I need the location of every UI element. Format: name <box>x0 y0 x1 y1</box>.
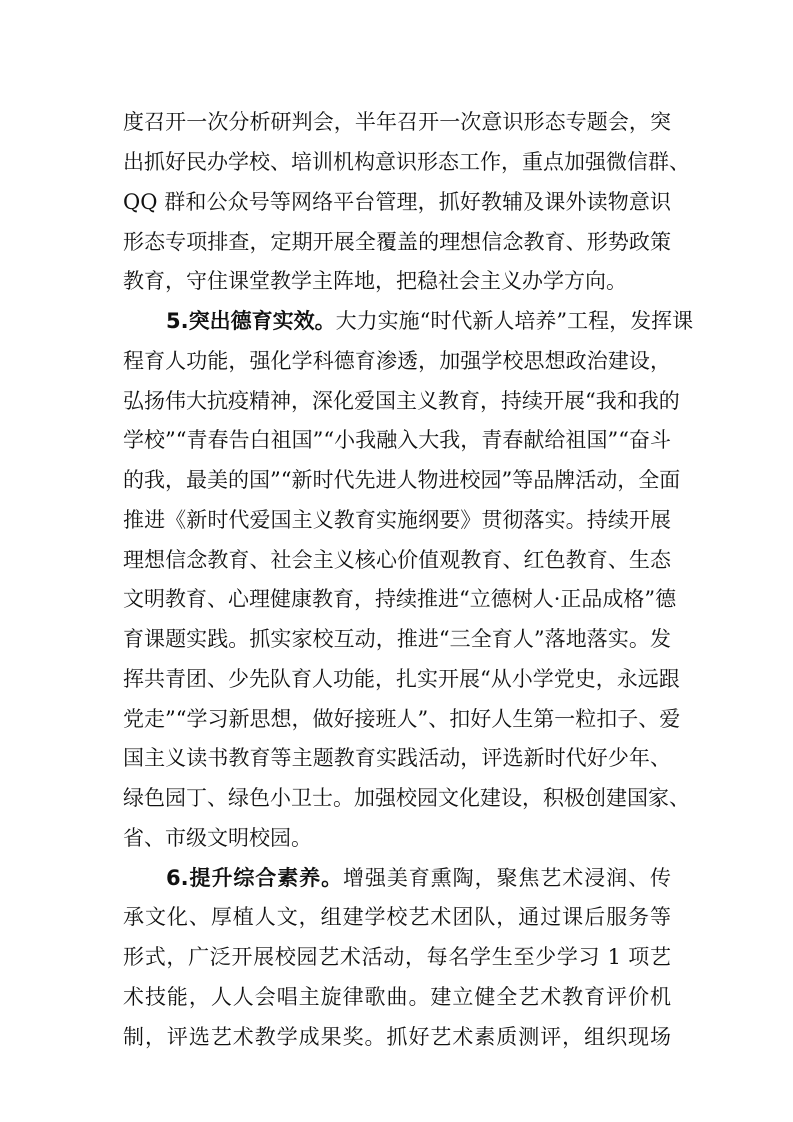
text-line: 弘扬伟大抗疫精神，深化爱国主义教育，持续开展“我和我的 <box>123 389 680 413</box>
text-line: 教育，守住课堂教学主阵地，把稳社会主义办学方向。 <box>123 269 627 293</box>
text-line: 程育人功能，强化学科德育渗透，加强学校思想政治建设， <box>123 349 671 373</box>
text-line: 形态专项排查，定期开展全覆盖的理想信念教育、形势政策 <box>123 230 671 254</box>
text-line: 挥共青团、少先队育人功能，扎实开展“从小学党史，永远跟 <box>123 667 680 691</box>
text-line: QQ 群和公众号等网络平台管理，抓好教辅及课外读物意识 <box>123 190 671 214</box>
section-6-first-line <box>166 862 671 895</box>
text-line: 育课题实践。抓实家校互动，推进“三全育人”落地落实。发 <box>123 627 671 651</box>
text-line: 制，评选艺术教学成果奖。抓好艺术素质测评，组织现场 <box>123 1025 671 1049</box>
text-line: 国主义读书教育等主题教育实践活动，评选新时代好少年、 <box>123 746 671 770</box>
text-line: 理想信念教育、社会主义核心价值观教育、红色教育、生态 <box>123 548 671 572</box>
text-line: 党走”“学习新思想，做好接班人”、扣好人生第一粒扣子、爱 <box>123 707 681 731</box>
text-line: 度召开一次分析研判会，半年召开一次意识形态专题会，突 <box>123 110 671 134</box>
section-5-first-line <box>166 305 694 338</box>
text-line: 的我，最美的国”“新时代先进人物进校园”等品牌活动，全面 <box>123 468 681 492</box>
section-5-first-line-text: 大力实施“时代新人培养”工程，发挥课 <box>335 309 694 333</box>
text-line: 学校”“青春告白祖国”“小我融入大我，青春献给祖国”“奋斗 <box>123 428 671 452</box>
section-6-first-line-text: 增强美育熏陶，聚焦艺术浸润、传 <box>343 866 672 890</box>
text-line: 推进《新时代爱国主义教育实施纲要》贯彻落实。持续开展 <box>123 508 671 532</box>
text-line: 文明教育、心理健康教育，持续推进“立德树人·正品成格”德 <box>123 587 677 611</box>
text-line: 出抓好民办学校、培训机构意识形态工作，重点加强微信群、 <box>123 150 690 174</box>
section-5-heading: 5.突出德育实效。 <box>166 309 336 333</box>
text-line: 承文化、厚植人文，组建学校艺术团队，通过课后服务等 <box>123 905 671 929</box>
section-6-heading: 6.提升综合素养。 <box>166 866 344 890</box>
text-line: 形式，广泛开展校园艺术活动，每名学生至少学习 1 项艺 <box>123 945 671 969</box>
text-line: 省、市级文明校园。 <box>123 826 312 850</box>
text-line: 术技能，人人会唱主旋律歌曲。建立健全艺术教育评价机 <box>123 985 671 1009</box>
text-line: 绿色园丁、绿色小卫士。加强校园文化建设，积极创建国家、 <box>123 786 690 810</box>
